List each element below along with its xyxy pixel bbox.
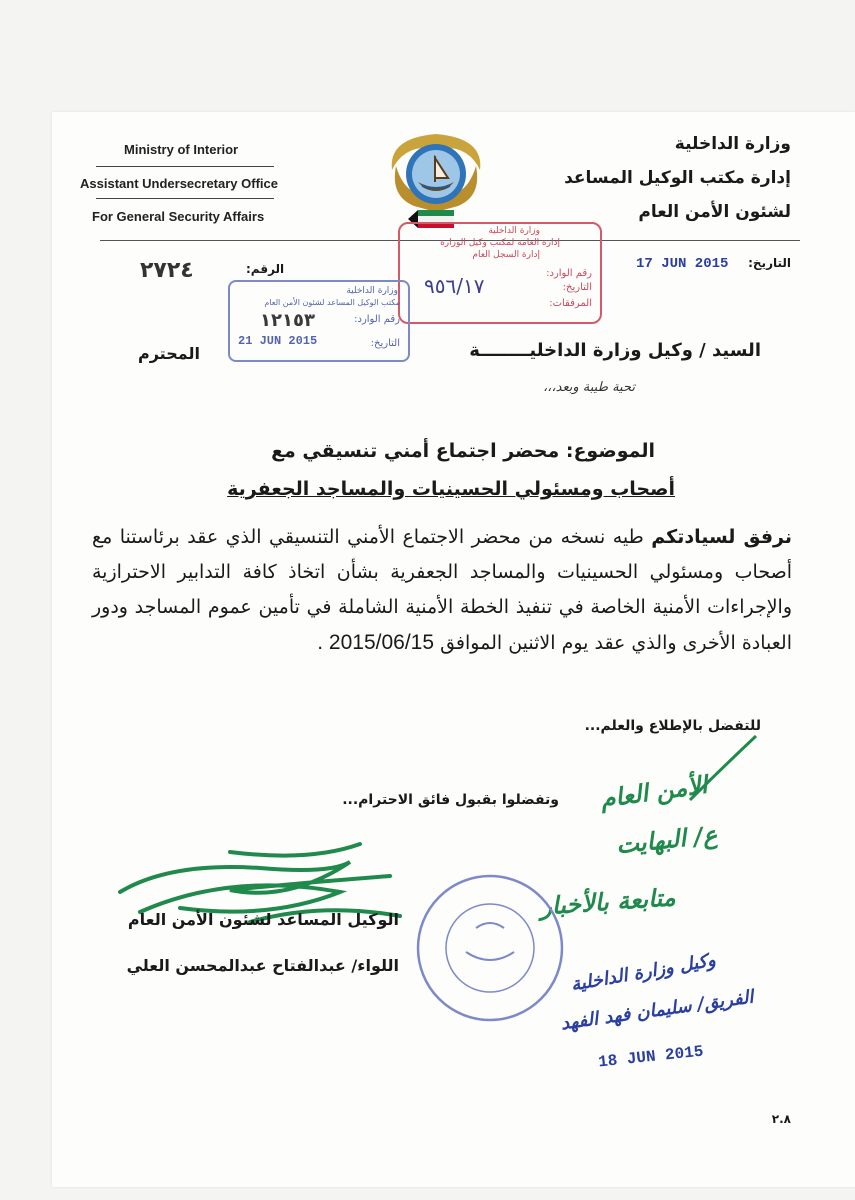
honorific: المحترم	[138, 344, 200, 363]
office-stamp-date: 21 JUN 2015	[238, 334, 318, 348]
office-stamp: وزارة الداخلية مكتب الوكيل المساعد لشئون الأمن العام رقم الوارد: التاريخ: ١٢١٥٣ 21 JUN 2015	[228, 280, 410, 362]
body-text: طيه نسخه من محضر الاجتماع الأمني التنسيقي الذي عقد برئاستنا مع أصحاب ومسئولي الحسينيات والمساجد الجعفرية بشأن اتخاذ كافة التدابير الاحترازية والإجراءات الأمنية الخاصة في تنفيذ الخطة الأمنية الشاملة في تأمين عموم المساجد ودور العبادة الأخرى والذي عقد يوم الاثنين الموافق	[92, 526, 792, 654]
greeting-handwritten: تحية طيبة وبعد،،،	[543, 380, 635, 395]
signatory-title: الوكيل المساعد لشئون الأمن العام	[127, 910, 399, 929]
blue-date-stamp: 18 JUN 2015	[597, 1042, 705, 1072]
header-en-line-2: Assistant Undersecretary Office	[80, 176, 278, 191]
header-ar-line-3: لشئون الأمن العام	[638, 202, 791, 222]
round-seal-icon	[410, 868, 570, 1028]
registry-stamp: وزارة الداخلية إدارة العامة لمكتب وكيل الوزارة إدارة السجل العام رقم الوارد: التاريخ: المرفقات: ٩٥٦/١٧	[398, 222, 602, 324]
body-lead: نرفق لسيادتكم	[651, 526, 793, 548]
handwritten-note-line-1: الأمن العام	[598, 770, 710, 814]
recipient-line: السيد / وكيل وزارة الداخليــــــــة	[469, 340, 761, 361]
subject-line-2: أصحاب ومسئولي الحسينيات والمساجد الجعفرية	[227, 478, 675, 500]
approval-stroke-icon	[680, 730, 760, 810]
header-ar-line-1: وزارة الداخلية	[674, 134, 791, 154]
letter-body	[92, 520, 792, 710]
page-number: ٢.٨	[771, 1112, 791, 1126]
registry-stamp-number: ٩٥٦/١٧	[424, 274, 485, 298]
header-en-line-1: Ministry of Interior	[124, 142, 239, 157]
date-stamp: 17 JUN 2015	[636, 256, 729, 272]
ref-number: ٢٧٢٤	[140, 258, 194, 283]
signatory-name: اللواء/ عبدالفتاح عبدالمحسن العلي	[126, 956, 399, 975]
closing-line-1: للتفضل بالإطلاع والعلم...	[584, 718, 761, 734]
header-en-line-3: For General Security Affairs	[92, 209, 265, 224]
handwritten-note-line-2: ع/ البهايت	[614, 820, 719, 860]
header-ar-line-2: إدارة مكتب الوكيل المساعد	[564, 168, 791, 188]
subject-text-1: محضر اجتماع أمني تنسيقي مع	[271, 440, 560, 462]
handwritten-note-line-3: متابعة بالأخبار	[539, 883, 677, 921]
ref-label: الرقم:	[246, 262, 285, 276]
closing-line-2: وتفضلوا بقبول فائق الاحترام...	[342, 792, 559, 808]
subject-line-1	[271, 440, 655, 462]
kuwait-emblem-icon	[384, 126, 488, 234]
header-en-divider-2	[96, 198, 274, 199]
office-stamp-number: ١٢١٥٣	[260, 310, 315, 331]
blue-handwritten-line-2: الفريق/ سليمان فهد الفهد	[559, 986, 755, 1035]
subject-label: الموضوع:	[565, 440, 655, 462]
date-label: التاريخ:	[748, 256, 791, 270]
header-en-divider-1	[96, 166, 274, 167]
blue-handwritten-line-1: وكيل وزارة الداخلية	[569, 949, 718, 996]
body-date: 2015/06/15 .	[317, 631, 435, 654]
